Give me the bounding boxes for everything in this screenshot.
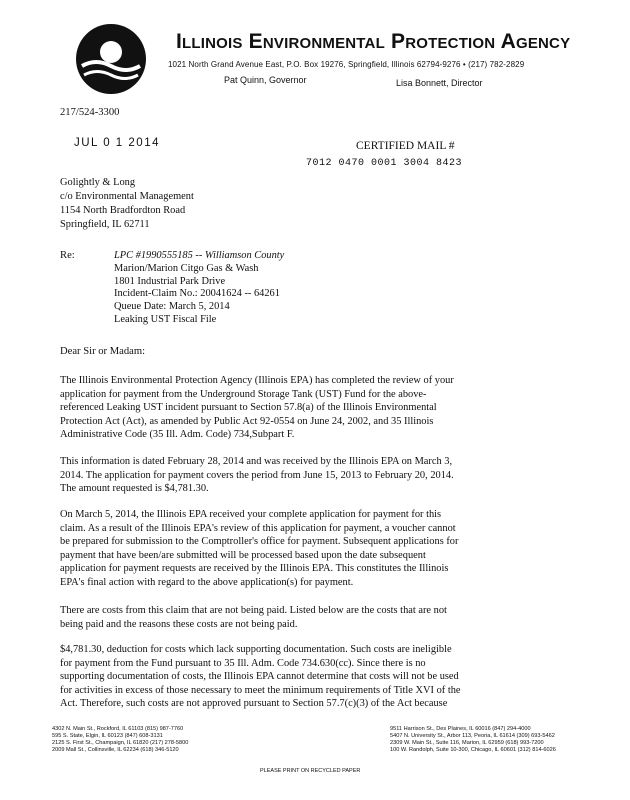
text-line: claim. As a result of the Illinois EPA's review of this application for payment, a voucher cannot <box>60 522 456 534</box>
text-line: On March 5, 2014, the Illinois EPA received your complete application for payment for this <box>60 509 442 520</box>
certified-mail-label: CERTIFIED MAIL # <box>356 140 455 152</box>
office-address: 100 W. Randolph, Suite 10-300, Chicago, IL 60601 (312) 814-6026 <box>390 747 556 753</box>
text-line: The Illinois Environmental Protection Agency (Illinois EPA) has completed the review of your <box>60 375 454 386</box>
text-line: There are costs from this claim that are not being paid. Listed below are the costs that are not <box>60 605 447 616</box>
text-line: for activities in excess of those necessary to meet the minimum requirements of Title XVI of the <box>60 684 461 696</box>
re-block <box>114 250 284 327</box>
re-line: 1801 Industrial Park Drive <box>114 275 226 287</box>
text-line: be prepared for submission to the Comptroller's office for payment. Subsequent applications for <box>60 536 459 548</box>
office-address: 2309 W. Main St., Suite 116, Marion, IL 62959 (618) 993-7200 <box>390 740 544 746</box>
recipient-line: Golightly & Long <box>60 177 136 188</box>
text-line: Administrative Code (35 Ill. Adm. Code) 734,Subpart F. <box>60 429 295 441</box>
office-address: 2125 S. First St., Champaign, IL 61820 (217) 278-5800 <box>52 740 189 746</box>
paragraph-final-action <box>60 508 580 590</box>
office-address: 595 S. State, Elgin, IL 60123 (847) 608-3131 <box>52 733 163 739</box>
re-line: Queue Date: March 5, 2014 <box>114 301 230 313</box>
recipient-line: Springfield, IL 62711 <box>60 219 150 230</box>
tracking-number: 7012 0470 0001 3004 8423 <box>306 158 463 169</box>
re-line: Marion/Marion Citgo Gas & Wash <box>114 262 259 274</box>
regional-offices-left <box>52 726 188 754</box>
text-line: for payment from the Fund pursuant to 35 Ill. Adm. Code 734.630(cc). Since there is no <box>60 657 426 669</box>
text-line: Act. Therefore, such costs are not approved pursuant to Section 57.7(c)(3) of the Act because <box>60 698 448 710</box>
text-line: application for payment requests are received by the Illinois EPA. This constitutes the Illinois <box>60 563 449 575</box>
text-line: $4,781.30, deduction for costs which lack supporting documentation. Such costs are ineligible <box>60 644 452 655</box>
text-line: This information is dated February 28, 2014 and was received by the Illinois EPA on March 3, <box>60 456 453 467</box>
regional-offices-right <box>390 726 556 754</box>
agency-name: Illinois Environmental Protection Agency <box>176 30 571 53</box>
text-line: EPA's final action with regard to the above application(s) for payment. <box>60 576 354 588</box>
paragraph-deduction <box>60 643 580 711</box>
paragraph-dates <box>60 455 580 496</box>
agency-seal-icon <box>74 22 148 96</box>
re-line: Leaking UST Fiscal File <box>114 313 217 325</box>
text-line: The amount requested is $4,781.30. <box>60 483 209 495</box>
office-address: 5407 N. University St., Arbor 113, Peoria, IL 61614 (309) 693-5462 <box>390 733 555 739</box>
paragraph-review <box>60 374 580 442</box>
text-line: Protection Act (Act), as amended by Public Act 92-0554 on June 24, 2002, and 35 Illinois <box>60 415 434 427</box>
letter-date-stamp: JUL 0 1 2014 <box>74 137 160 149</box>
text-line: 2014. The application for payment covers the period from June 15, 2013 to February 20, 2014. <box>60 469 454 481</box>
director-name: Lisa Bonnett, Director <box>396 78 483 88</box>
recycled-paper-note: PLEASE PRINT ON RECYCLED PAPER <box>260 768 361 774</box>
re-line: Incident-Claim No.: 20041624 -- 64261 <box>114 288 280 300</box>
paragraph-costs-not-paid <box>60 604 580 631</box>
agency-address: 1021 North Grand Avenue East, P.O. Box 19276, Springfield, Illinois 62794-9276 • (217) 782-2829 <box>168 60 525 69</box>
salutation: Dear Sir or Madam: <box>60 346 146 357</box>
re-label: Re: <box>60 250 75 261</box>
text-line: supporting documentation of costs, the Illinois EPA cannot determine that costs will not be used <box>60 671 459 683</box>
governor-name: Pat Quinn, Governor <box>224 75 307 85</box>
recipient-address <box>60 176 580 232</box>
text-line: application for payment from the Underground Storage Tank (UST) Fund for the above- <box>60 388 427 400</box>
office-address: 2009 Mall St., Collinsville, IL 62234 (618) 346-5120 <box>52 747 179 753</box>
phone-number: 217/524-3300 <box>60 107 120 118</box>
text-line: payment that have been/are submitted will be processed based upon the date subsequent <box>60 549 426 561</box>
office-address: 9511 Harrison St., Des Plaines, IL 60016 (847) 294-4000 <box>390 726 531 732</box>
re-line: LPC #1990555185 -- Williamson County <box>114 250 285 261</box>
text-line: being paid and the reasons these costs are not being paid. <box>60 618 298 630</box>
text-line: referenced Leaking UST incident pursuant to Section 57.8(a) of the Illinois Environmental <box>60 402 437 414</box>
recipient-line: c/o Environmental Management <box>60 191 194 202</box>
recipient-line: 1154 North Bradfordton Road <box>60 205 186 216</box>
office-address: 4302 N. Main St., Rockford, IL 61103 (815) 987-7760 <box>52 726 184 732</box>
